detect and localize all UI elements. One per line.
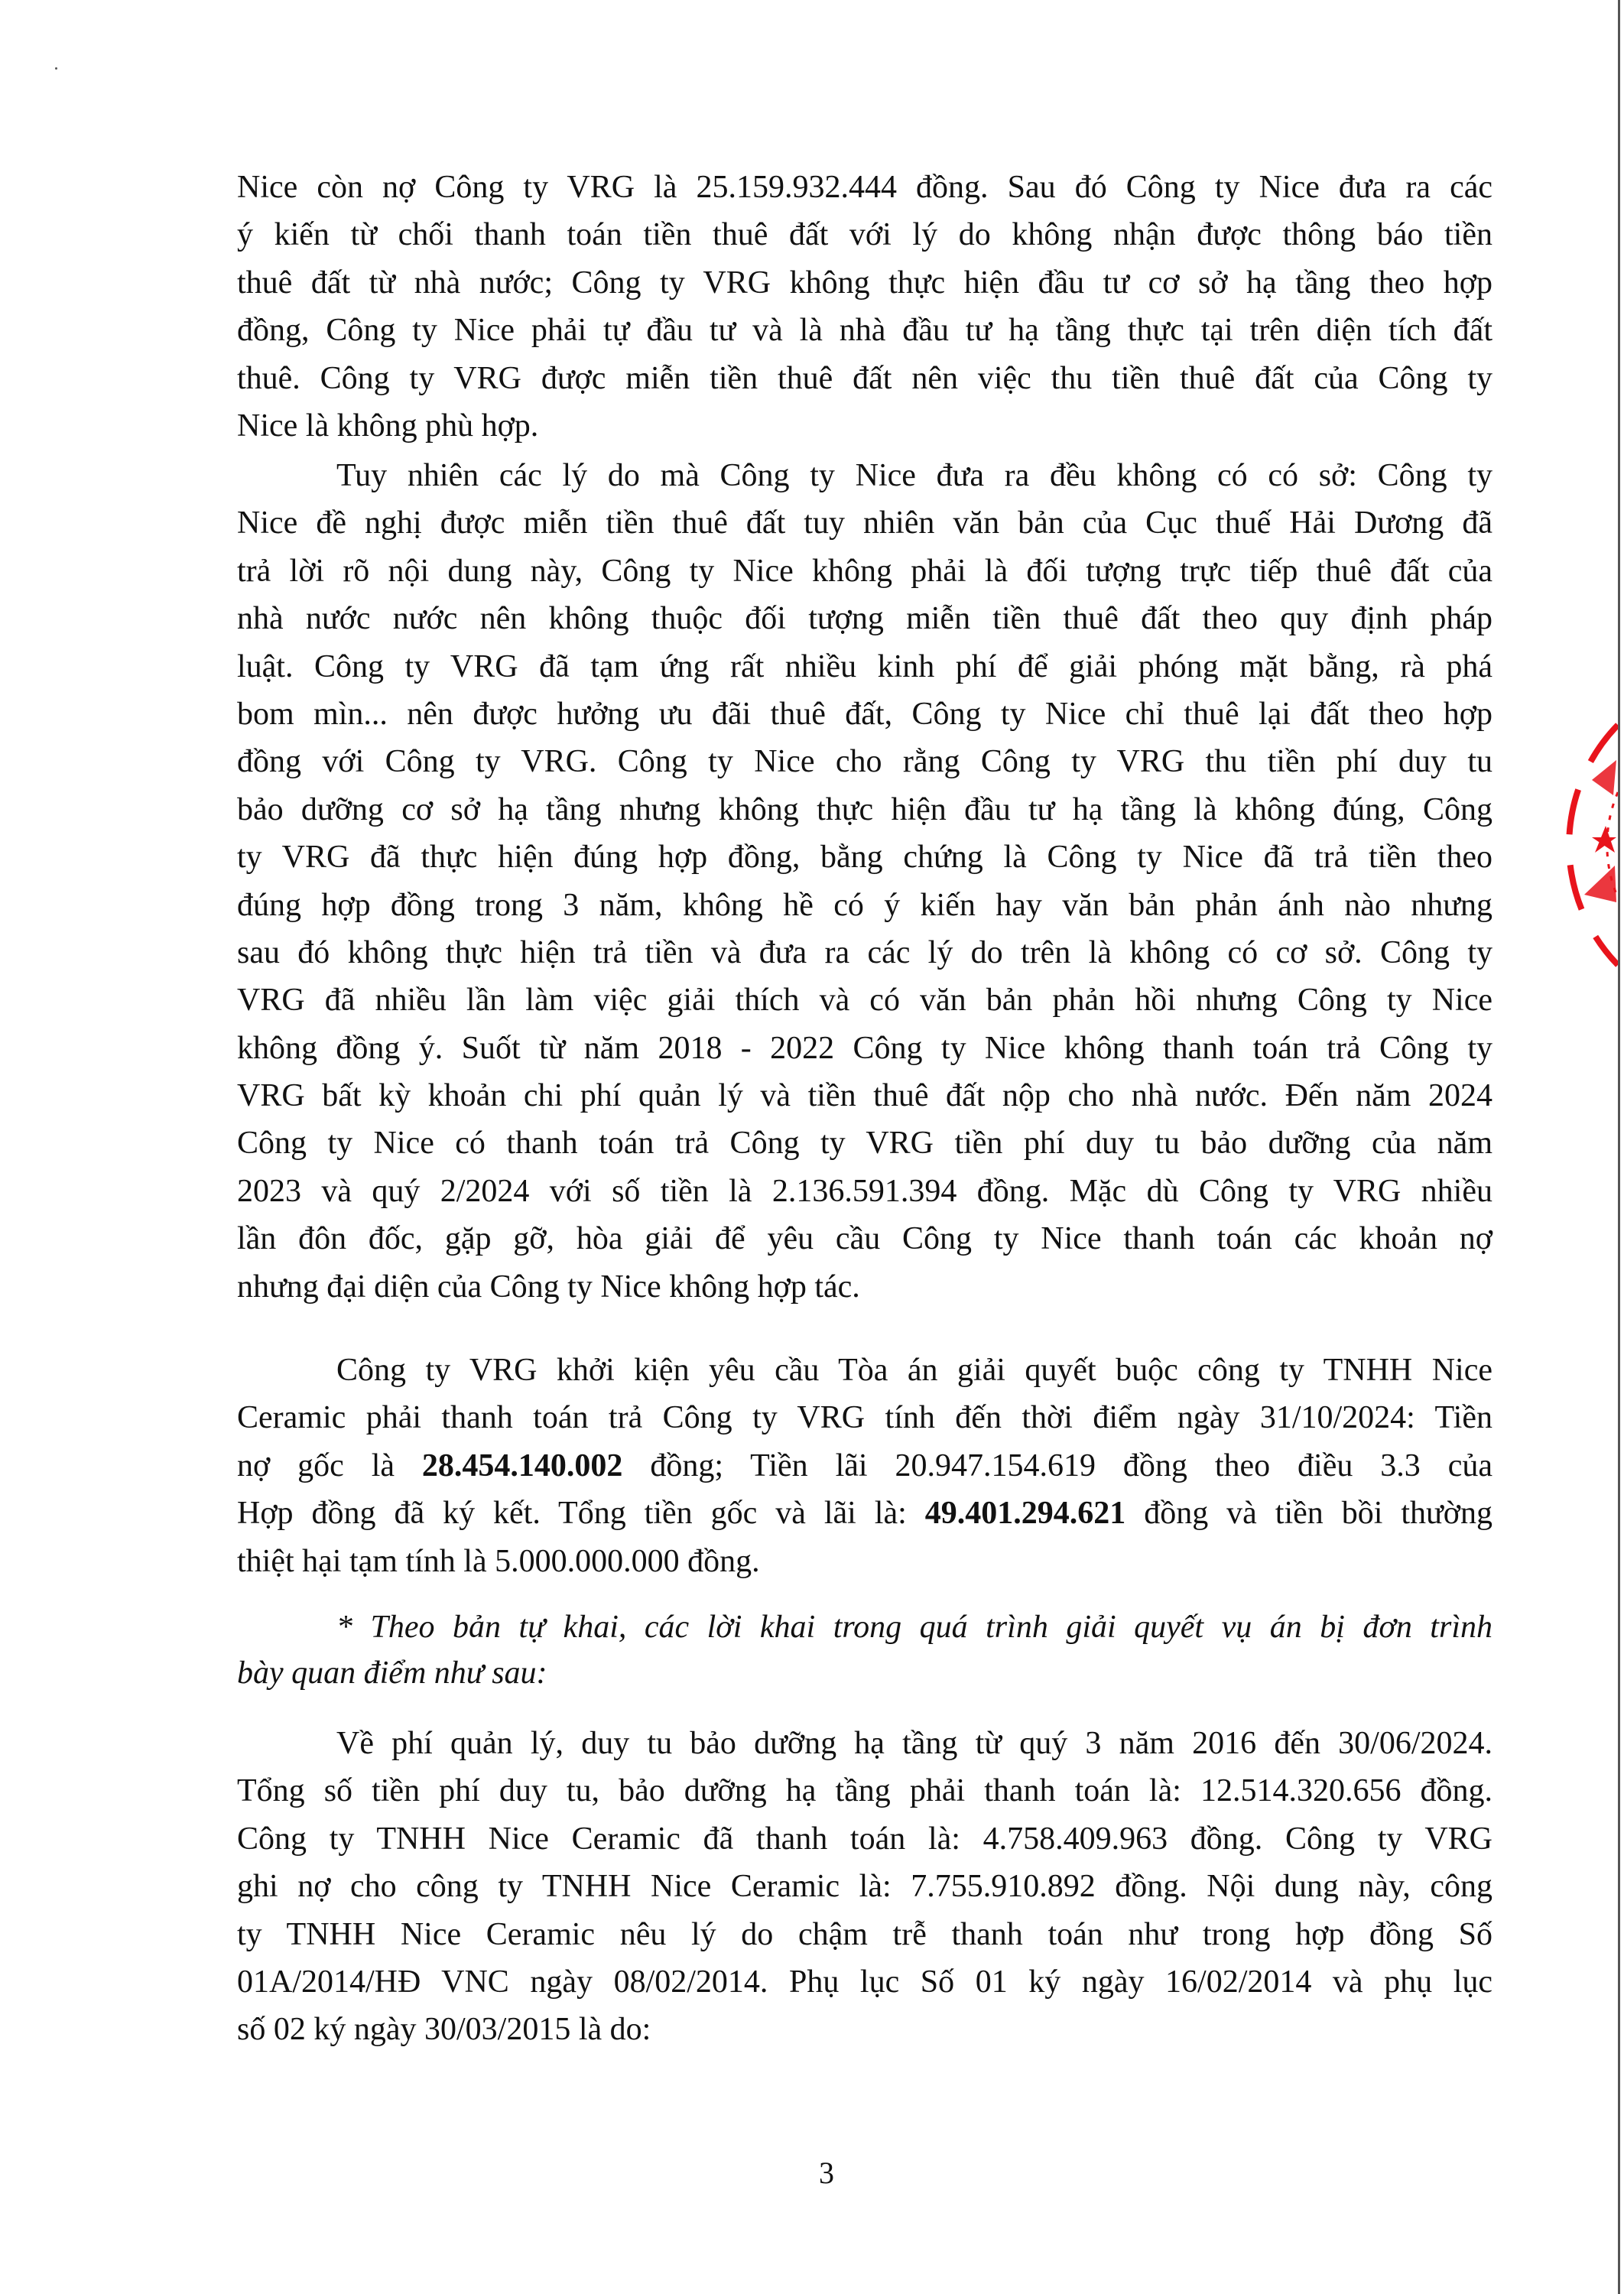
paragraph-5 (237, 1720, 1492, 2054)
text-line: * Theo bản tự khai, các lời khai trong quá trình giải quyết vụ án bị đơn trình (336, 1610, 1492, 1645)
text-line: Về phí quản lý, duy tu bảo dưỡng hạ tầng từ quý 3 năm 2016 đến 30/06/2024. (336, 1726, 1492, 1761)
text-line: Nice còn nợ Công ty VRG là 25.159.932.444 đồng. Sau đó Công ty Nice đưa ra các (237, 170, 1492, 205)
text-line: Tổng số tiền phí duy tu, bảo dưỡng hạ tầng phải thanh toán là: 12.514.320.656 đồng. (237, 1773, 1492, 1809)
text-line (237, 1442, 1492, 1490)
text-line: ghi nợ cho công ty TNHH Nice Ceramic là: 7.755.910.892 đồng. Nội dung này, công (237, 1869, 1492, 1905)
text-line: Tuy nhiên các lý do mà Công ty Nice đưa ra đều không có có sở: Công ty (336, 458, 1492, 493)
text-line: thuê. Công ty VRG được miễn tiền thuê đất nên việc thu tiền thuê đất của Công ty (237, 360, 1492, 396)
text-line: Công ty TNHH Nice Ceramic đã thanh toán là: 4.758.409.963 đồng. Công ty VRG (237, 1821, 1492, 1857)
text-segment: đồng và tiền bồi thường (1125, 1496, 1492, 1532)
seal-star (1592, 826, 1616, 853)
text-line: Nice là không phù hợp. (237, 408, 539, 444)
text-line: Nice đề nghị được miễn tiền thuê đất tuy nhiên văn bản của Cục thuế Hải Dương đã (237, 505, 1492, 541)
text-line: VRG đã nhiều lần làm việc giải thích và có văn bản phản hồi nhưng Công ty Nice (237, 983, 1492, 1019)
text-line: nhà nước nước nên không thuộc đối tượng miễn tiền thuê đất theo quy định pháp (237, 601, 1492, 637)
paragraph-3-claim (237, 1347, 1492, 1585)
seal-mark-upper (1592, 760, 1616, 795)
text-line: VRG bất kỳ khoản chi phí quản lý và tiền thuê đất nộp cho nhà nước. Đến năm 2024 (237, 1078, 1492, 1114)
paragraph-4-defendant-heading (237, 1604, 1492, 1696)
text-segment: Hợp đồng đã ký kết. Tổng tiền gốc và lãi là: (237, 1496, 925, 1532)
text-line: thiệt hại tạm tính là 5.000.000.000 đồng. (237, 1543, 760, 1579)
text-line: sau đó không thực hiện trả tiền và đưa ra các lý do trên là không có cơ sở. Công ty (237, 934, 1492, 970)
seal-mark-lower (1584, 866, 1616, 902)
text-segment: đồng; Tiền lãi 20.947.154.619 đồng theo điều 3.3 của (622, 1448, 1492, 1483)
text-line: 2023 và quý 2/2024 với số tiền là 2.136.591.394 đồng. Mặc dù Công ty VRG nhiều (237, 1173, 1492, 1209)
text-line: ty VRG đã thực hiện đúng hợp đồng, bằng chứng là Công ty Nice đã trả tiền theo (237, 840, 1492, 876)
text-line: Công ty Nice có thanh toán trả Công ty VRG tiền phí duy tu bảo dưỡng của năm (237, 1126, 1492, 1162)
text-line: ty TNHH Nice Ceramic nêu lý do chậm trễ thanh toán như trong hợp đồng Số (237, 1916, 1492, 1952)
scan-speck (55, 67, 57, 70)
paragraph-2 (237, 452, 1492, 1311)
scan-edge (1618, 0, 1620, 2294)
paragraph-1 (237, 164, 1492, 450)
text-line: ý kiến từ chối thanh toán tiền thuê đất với lý do không nhận được thông báo tiền (237, 217, 1492, 253)
text-line: trả lời rõ nội dung này, Công ty Nice không phải là đối tượng trực tiếp thuê đất của (237, 553, 1492, 589)
text-line: 01A/2014/HĐ VNC ngày 08/02/2014. Phụ lục Số 01 ký ngày 16/02/2014 và phụ lục (237, 1964, 1492, 2000)
bold-amount: 28.454.140.002 (421, 1448, 623, 1483)
text-line: đồng, Công ty Nice phải tự đầu tư và là nhà đầu tư hạ tầng thực tại trên diện tích đất (237, 313, 1492, 349)
red-seal-stamp-partial (1561, 665, 1618, 1025)
text-line: Công ty VRG khởi kiện yêu cầu Tòa án giải quyết buộc công ty TNHH Nice (336, 1353, 1492, 1388)
text-line: luật. Công ty VRG đã tạm ứng rất nhiều kinh phí để giải phóng mặt bằng, rà phá (237, 648, 1492, 684)
page-number: 3 (819, 2156, 834, 2190)
text-line: Ceramic phải thanh toán trả Công ty VRG tính đến thời điểm ngày 31/10/2024: Tiền (237, 1400, 1492, 1436)
bold-amount: 49.401.294.621 (924, 1496, 1126, 1532)
text-line: không đồng ý. Suốt từ năm 2018 - 2022 Công ty Nice không thanh toán trả Công ty (237, 1030, 1492, 1066)
text-line: đồng với Công ty VRG. Công ty Nice cho rằng Công ty VRG thu tiền phí duy tu (237, 744, 1492, 780)
text-line: số 02 ký ngày 30/03/2015 là do: (237, 2012, 651, 2048)
text-line: nhưng đại diện của Công ty Nice không hợp tác. (237, 1269, 860, 1305)
text-line: bày quan điểm như sau: (237, 1656, 547, 1691)
text-line: thuê đất từ nhà nước; Công ty VRG không thực hiện đầu tư cơ sở hạ tầng theo hợp (237, 265, 1492, 301)
text-line: bảo dưỡng cơ sở hạ tầng nhưng không thực hiện đầu tư hạ tầng là không đúng, Công (237, 791, 1492, 827)
text-line: bom mìn... nên được hưởng ưu đãi thuê đất, Công ty Nice chỉ thuê lại đất theo hợp (237, 696, 1492, 732)
text-segment: nợ gốc là (237, 1448, 422, 1483)
text-line (237, 1490, 1492, 1537)
text-line: lần đôn đốc, gặp gỡ, hòa giải để yêu cầu Công ty Nice thanh toán các khoản nợ (237, 1221, 1492, 1257)
text-line: đúng hợp đồng trong 3 năm, không hề có ý kiến hay văn bản phản ánh nào nhưng (237, 887, 1492, 923)
